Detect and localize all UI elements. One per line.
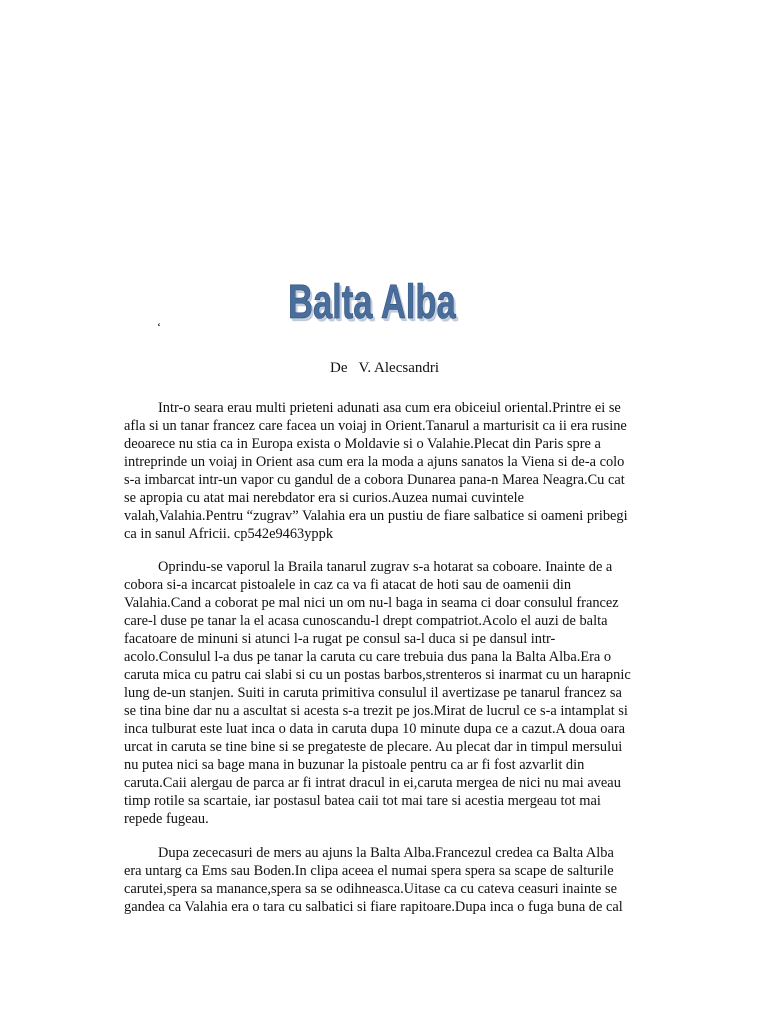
text-line: intreprinde un voiaj in Orient asa cum era la moda a ajuns sanatos la Viena si de-a colo: [124, 454, 625, 470]
text-line: Dupa zececasuri de mers au ajuns la Balta Alba.Francezul credea ca Balta Alba: [158, 845, 614, 861]
text-line: deoarece nu stia ca in Europa exista o Moldavie si o Valahie.Plecat din Paris spre a: [124, 436, 601, 452]
document-title: Balta Alba: [288, 276, 456, 329]
text-line: gandea ca Valahia era o tara cu salbatici si fiare rapitoare.Dupa inca o fuga buna de cal: [124, 899, 623, 915]
text-line: acolo.Consulul l-a dus pe tanar la caruta cu care trebuia dus pana la Balta Alba.Era o: [124, 649, 612, 665]
text-line: Oprindu-se vaporul la Braila tanarul zugrav s-a hotarat sa coboare. Inainte de a: [158, 559, 613, 575]
text-line: ca in sanul Africii. cp542e9463yppk: [124, 526, 334, 542]
text-line: inca tulburat este luat inca o data in caruta dupa 10 minute dupa ce a cazut.A doua oara: [124, 721, 626, 737]
text-line: carutei,spera sa manance,spera sa se odihneasca.Uitase ca cu cateva ceasuri inainte se: [124, 881, 618, 897]
paragraph-1: [124, 399, 644, 543]
text-line: repede fugeau.: [124, 811, 209, 827]
text-line: caruta.Caii alergau de parca ar fi intrat dracul in ei,caruta mergea de nici nu mai aveau: [124, 775, 621, 791]
paragraph-2: [124, 558, 644, 828]
text-line: Valahia.Cand a coborat pe mal nici un om nu-l baga in seama ci doar consulul francez: [124, 595, 619, 611]
text-line: se apropia cu atat mai nerebdator era si curios.Auzea numai cuvintele: [124, 490, 524, 506]
text-line: care-l duse pe tanar la el acasa cunoscandu-l drept compatriot.Acolo el auzi de balta: [124, 613, 608, 629]
text-line: facatoare de minuni si atunci l-a rugat pe consul sa-l duca si pe dansul intr-: [124, 631, 556, 647]
text-line: se tina bine dar nu a ascultat si acesta s-a trezit pe jos.Mirat de lucrul ce s-a intamplat si: [124, 703, 628, 719]
text-line: urcat in caruta se tine bine si se pregateste de plecare. Au plecat dar in timpul mersului: [124, 739, 623, 755]
text-line: afla si un tanar francez care facea un voiaj in Orient.Tanarul a marturisit ca ii era rusine: [124, 418, 627, 434]
text-line: caruta mica cu patru cai slabi si cu un postas barbos,strenteros si inarmat cu un harapnic: [124, 667, 631, 683]
text-line: valah,Valahia.Pentru “zugrav” Valahia era un pustiu de fiare salbatice si oameni pribegi: [124, 508, 628, 524]
text-line: cobora si-a incarcat pistoalele in caz ca va fi atacat de hoti sau de oamenii din: [124, 577, 572, 593]
text-line: lung de-un stanjen. Suiti in caruta primitiva consulul il avertizase pe tanarul francez sa: [124, 685, 622, 701]
text-line: era untarg ca Ems sau Boden.In clipa aceea el numai spera spera sa scape de salturile: [124, 863, 614, 879]
text-line: nu putea nici sa bage mana in buzunar la pistoale pentru ca ar fi fost azvarlit din: [124, 757, 585, 773]
stray-mark: ‘: [157, 320, 161, 334]
text-line: Intr-o seara erau multi prieteni adunati asa cum era obiceiul oriental.Printre ei se: [158, 400, 621, 416]
text-line: timp rotile sa scartaie, iar postasul batea caii tot mai tare si acestia mergeau tot mai: [124, 793, 601, 809]
paragraph-3: [124, 844, 644, 916]
text-line: s-a imbarcat intr-un vapor cu gandul de a cobora Dunarea pana-n Marea Neagra.Cu cat: [124, 472, 625, 488]
author-line: De V. Alecsandri: [330, 360, 440, 376]
